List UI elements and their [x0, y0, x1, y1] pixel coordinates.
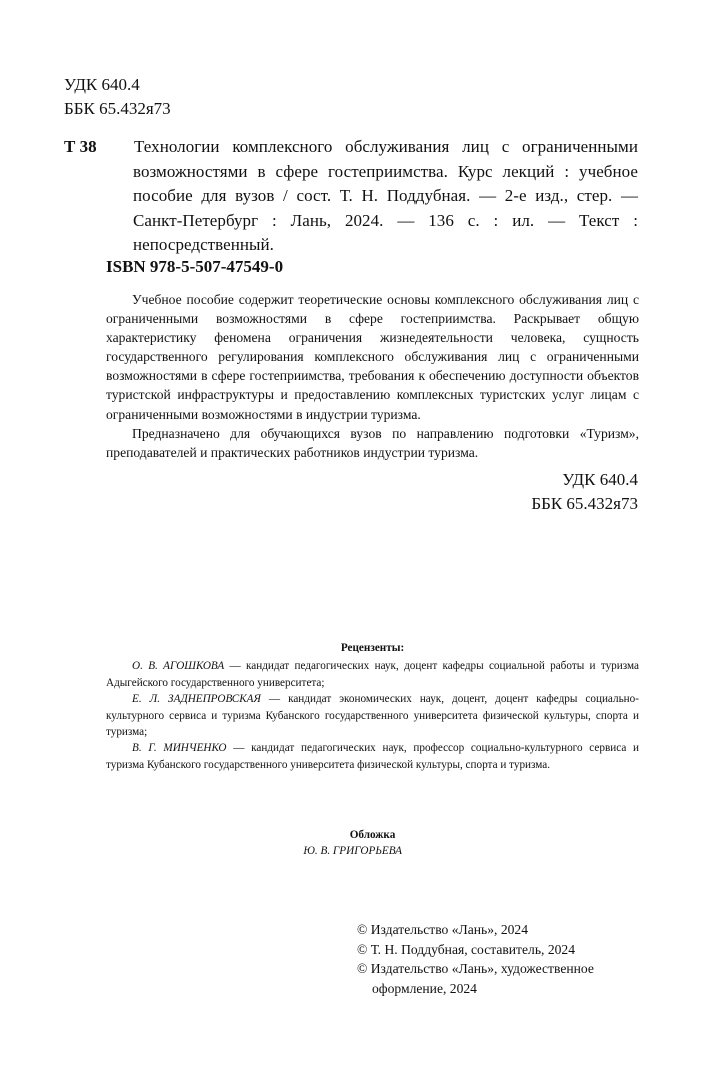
reviewer-name: Е. Л. ЗАДНЕПРОВСКАЯ	[132, 693, 261, 706]
bbk-code: ББК 65.432я73	[531, 494, 638, 513]
isbn: ISBN 978-5-507-47549-0	[106, 257, 284, 276]
reviewers-section	[106, 640, 639, 773]
reviewer-name: О. В. АГОШКОВА	[132, 660, 225, 673]
udk-code: УДК 640.4	[562, 470, 638, 489]
bibliographic-description: Технологии комплексного обслуживания лиц с ограниченными возможностями в сфере гостеприимства. Курс лекций : учебное пособие для вузов / сост. Т. Н. Поддубная. — 2-е изд., стер. — Санкт-Петербург : Лань, 2024. — 136 с. : ил. — Текст : непосредственный.	[133, 137, 638, 254]
copyright-line-continuation: оформление, 2024	[372, 980, 477, 996]
reviewer-entry	[106, 658, 639, 691]
copyright-notices	[357, 920, 647, 998]
copyright-line: © Т. Н. Поддубная, составитель, 2024	[357, 941, 576, 957]
reviewer-description: — кандидат экономических наук, доцент, доцент кафедры социально-культурного сервиса и туризма Кубанского государственного университета физической культуры, спорта и туризма;	[106, 693, 639, 739]
cover-heading: Обложка	[349, 829, 396, 841]
author-sign-code: Т 38	[64, 137, 97, 156]
reviewer-description: — кандидат педагогических наук, профессор социально-культурного сервиса и туризма Кубанского государственного университета физической культуры, спорта и туризма.	[106, 742, 639, 771]
reviewer-name: В. Г. МИНЧЕНКО	[132, 742, 227, 755]
classification-codes-bottom	[440, 468, 638, 516]
reviewer-entry	[106, 740, 639, 773]
copyright-line: © Издательство «Лань», 2024	[357, 922, 529, 937]
udk-code: УДК 640.4	[64, 75, 140, 94]
reviewer-entry	[106, 691, 639, 740]
annotation	[106, 290, 639, 462]
reviewers-heading: Рецензенты:	[340, 642, 405, 654]
copyright-line: © Издательство «Лань», художественное	[357, 961, 594, 977]
reviewer-description: — кандидат педагогических наук, доцент кафедры социальной работы и туризма Адыгейского государственного университета;	[106, 660, 639, 689]
bbk-code: ББК 65.432я73	[64, 99, 171, 118]
annotation-paragraph: Предназначено для обучающихся вузов по направлению подготовки «Туризм», преподавателей и практических работников индустрии туризма.	[106, 425, 639, 460]
annotation-paragraph: Учебное пособие содержит теоретические основы комплексного обслуживания лиц с ограниченными возможностями в сфере гостеприимства. Раскрывает общую характеристику феномена ограничения жизнедеятельности человека, сущность государственного регулирования комплексного обслуживания лиц с ограниченными возможностями в сфере гостеприимства, требования к обеспечению доступности объектов туристской инфраструктуры и предоставлению комплексных туристских услуг лицам с ограниченными возможностями в индустрии туризма.	[106, 292, 639, 422]
classification-codes-top	[64, 73, 171, 121]
cover-author: Ю. В. ГРИГОРЬЕВА	[303, 845, 402, 857]
cover-credit	[106, 827, 639, 859]
